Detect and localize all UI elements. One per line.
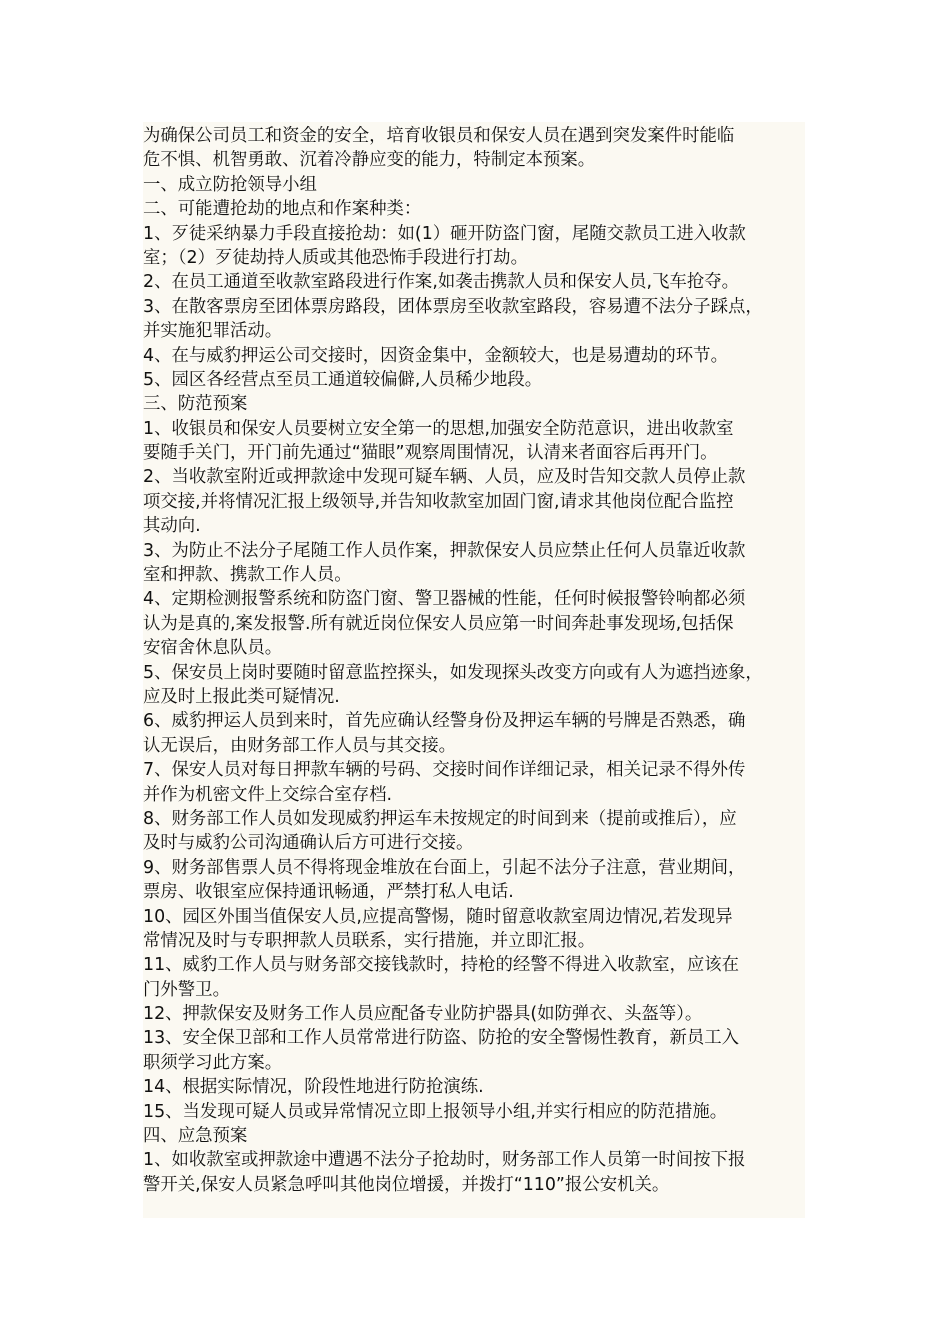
text-line: 认为是真的,案发报警.所有就近岗位保安人员应第一时间奔赴事发现场,包括保 [143,613,734,634]
text-line: 室；（2）歹徒劫持人质或其他恐怖手段进行打劫。 [143,247,528,268]
text-line: 安宿舍休息队员。 [143,638,283,659]
text-line: 票房、收银室应保持通讯畅通，严禁打私人电话. [143,882,514,903]
text-line: 应及时上报此类可疑情况. [143,686,340,707]
text-line: 其动向. [143,516,201,537]
text-line: 并作为机密文件上交综合室存档. [143,784,392,805]
text-line: 9、财务部售票人员不得将现金堆放在台面上，引起不法分子注意，营业期间， [143,857,746,878]
text-line: 1、如收款室或押款途中遭遇不法分子抢劫时，财务部工作人员第一时间按下报 [143,1150,746,1171]
text-line: 要随手关门，开门前先通过“猫眼”观察周围情况，认清来者面容后再开门。 [143,443,718,464]
text-line: 15、当发现可疑人员或异常情况立即上报领导小组,并实行相应的防范措施。 [143,1101,728,1122]
text-line: 四、应急预案 [143,1126,248,1147]
text-line: 4、在与威豹押运公司交接时，因资金集中，金额较大，也是易遭劫的环节。 [143,345,728,366]
text-line: 常情况及时与专职押款人员联系，实行措施，并立即汇报。 [143,930,596,951]
text-line: 4、定期检测报警系统和防盗门窗、警卫器械的性能，任何时候报警铃响都必须 [143,589,746,610]
text-line: 室和押款、携款工作人员。 [143,565,352,586]
text-line: 5、保安员上岗时要随时留意监控探头，如发现探头改变方向或有人为遮挡迹象， [143,662,763,683]
text-line: 二、可能遭抢劫的地点和作案种类： [143,199,422,220]
text-line: 7、保安人员对每日押款车辆的号码、交接时间作详细记录，相关记录不得外传 [143,760,746,781]
text-line: 及时与威豹公司沟通确认后方可进行交接。 [143,833,474,854]
text-line: 1、歹徒采纳暴力手段直接抢劫：如(1）砸开防盗门窗，尾随交款员工进入收款 [143,223,746,244]
text-line: 为确保公司员工和资金的安全，培育收银员和保安人员在遇到突发案件时能临 [143,126,735,146]
text-line: 并实施犯罪活动。 [143,321,283,342]
text-line: 8、财务部工作人员如发现威豹押运车未按规定的时间到来（提前或推后），应 [143,808,737,829]
text-line: 3、在散客票房至团体票房路段，团体票房至收款室路段，容易遭不法分子踩点， [143,296,763,317]
text-line: 12、押款保安及财务工作人员应配备专业防护器具(如防弹衣、头盔等）。 [143,1004,703,1025]
text-line: 门外警卫。 [143,979,230,1000]
text-line: 认无误后，由财务部工作人员与其交接。 [143,735,457,756]
text-line: 三、防范预案 [143,394,248,415]
text-line: 2、在员工通道至收款室路段进行作案,如袭击携款人员和保安人员,飞车抢夺。 [143,272,740,293]
text-line: 危不惧、机智勇敢、沉着冷静应变的能力，特制定本预案。 [143,150,596,171]
text-line: 项交接,并将情况汇报上级领导,并告知收款室加固门窗,请求其他岗位配合监控 [143,491,734,512]
text-line: 10、园区外围当值保安人员,应提高警惕，随时留意收款室周边情况,若发现异 [143,906,733,927]
text-line: 警开关,保安人员紧急呼叫其他岗位增援，并拨打“110”报公安机关。 [143,1174,670,1195]
text-line: 3、为防止不法分子尾随工作人员作案，押款保安人员应禁止任何人员靠近收款 [143,540,746,561]
text-line: 13、安全保卫部和工作人员常常进行防盗、防抢的安全警惕性教育，新员工入 [143,1028,740,1049]
text-line: 职须学习此方案。 [143,1052,283,1073]
text-line: 5、园区各经营点至员工通道较偏僻,人员稀少地段。 [143,369,543,390]
text-line: 14、根据实际情况，阶段性地进行防抢演练. [143,1077,484,1098]
text-line: 1、收银员和保安人员要树立安全第一的思想,加强安全防范意识，进出收款室 [143,418,734,439]
text-line: 2、当收款室附近或押款途中发现可疑车辆、人员，应及时告知交款人员停止款 [143,467,746,488]
text-line: 11、威豹工作人员与财务部交接钱款时，持枪的经警不得进入收款室，应该在 [143,955,740,976]
document-text-block [143,122,805,1218]
text-line: 6、威豹押运人员到来时，首先应确认经警身份及押运车辆的号牌是否熟悉，确 [143,711,746,732]
text-line: 一、成立防抢领导小组 [143,174,317,195]
